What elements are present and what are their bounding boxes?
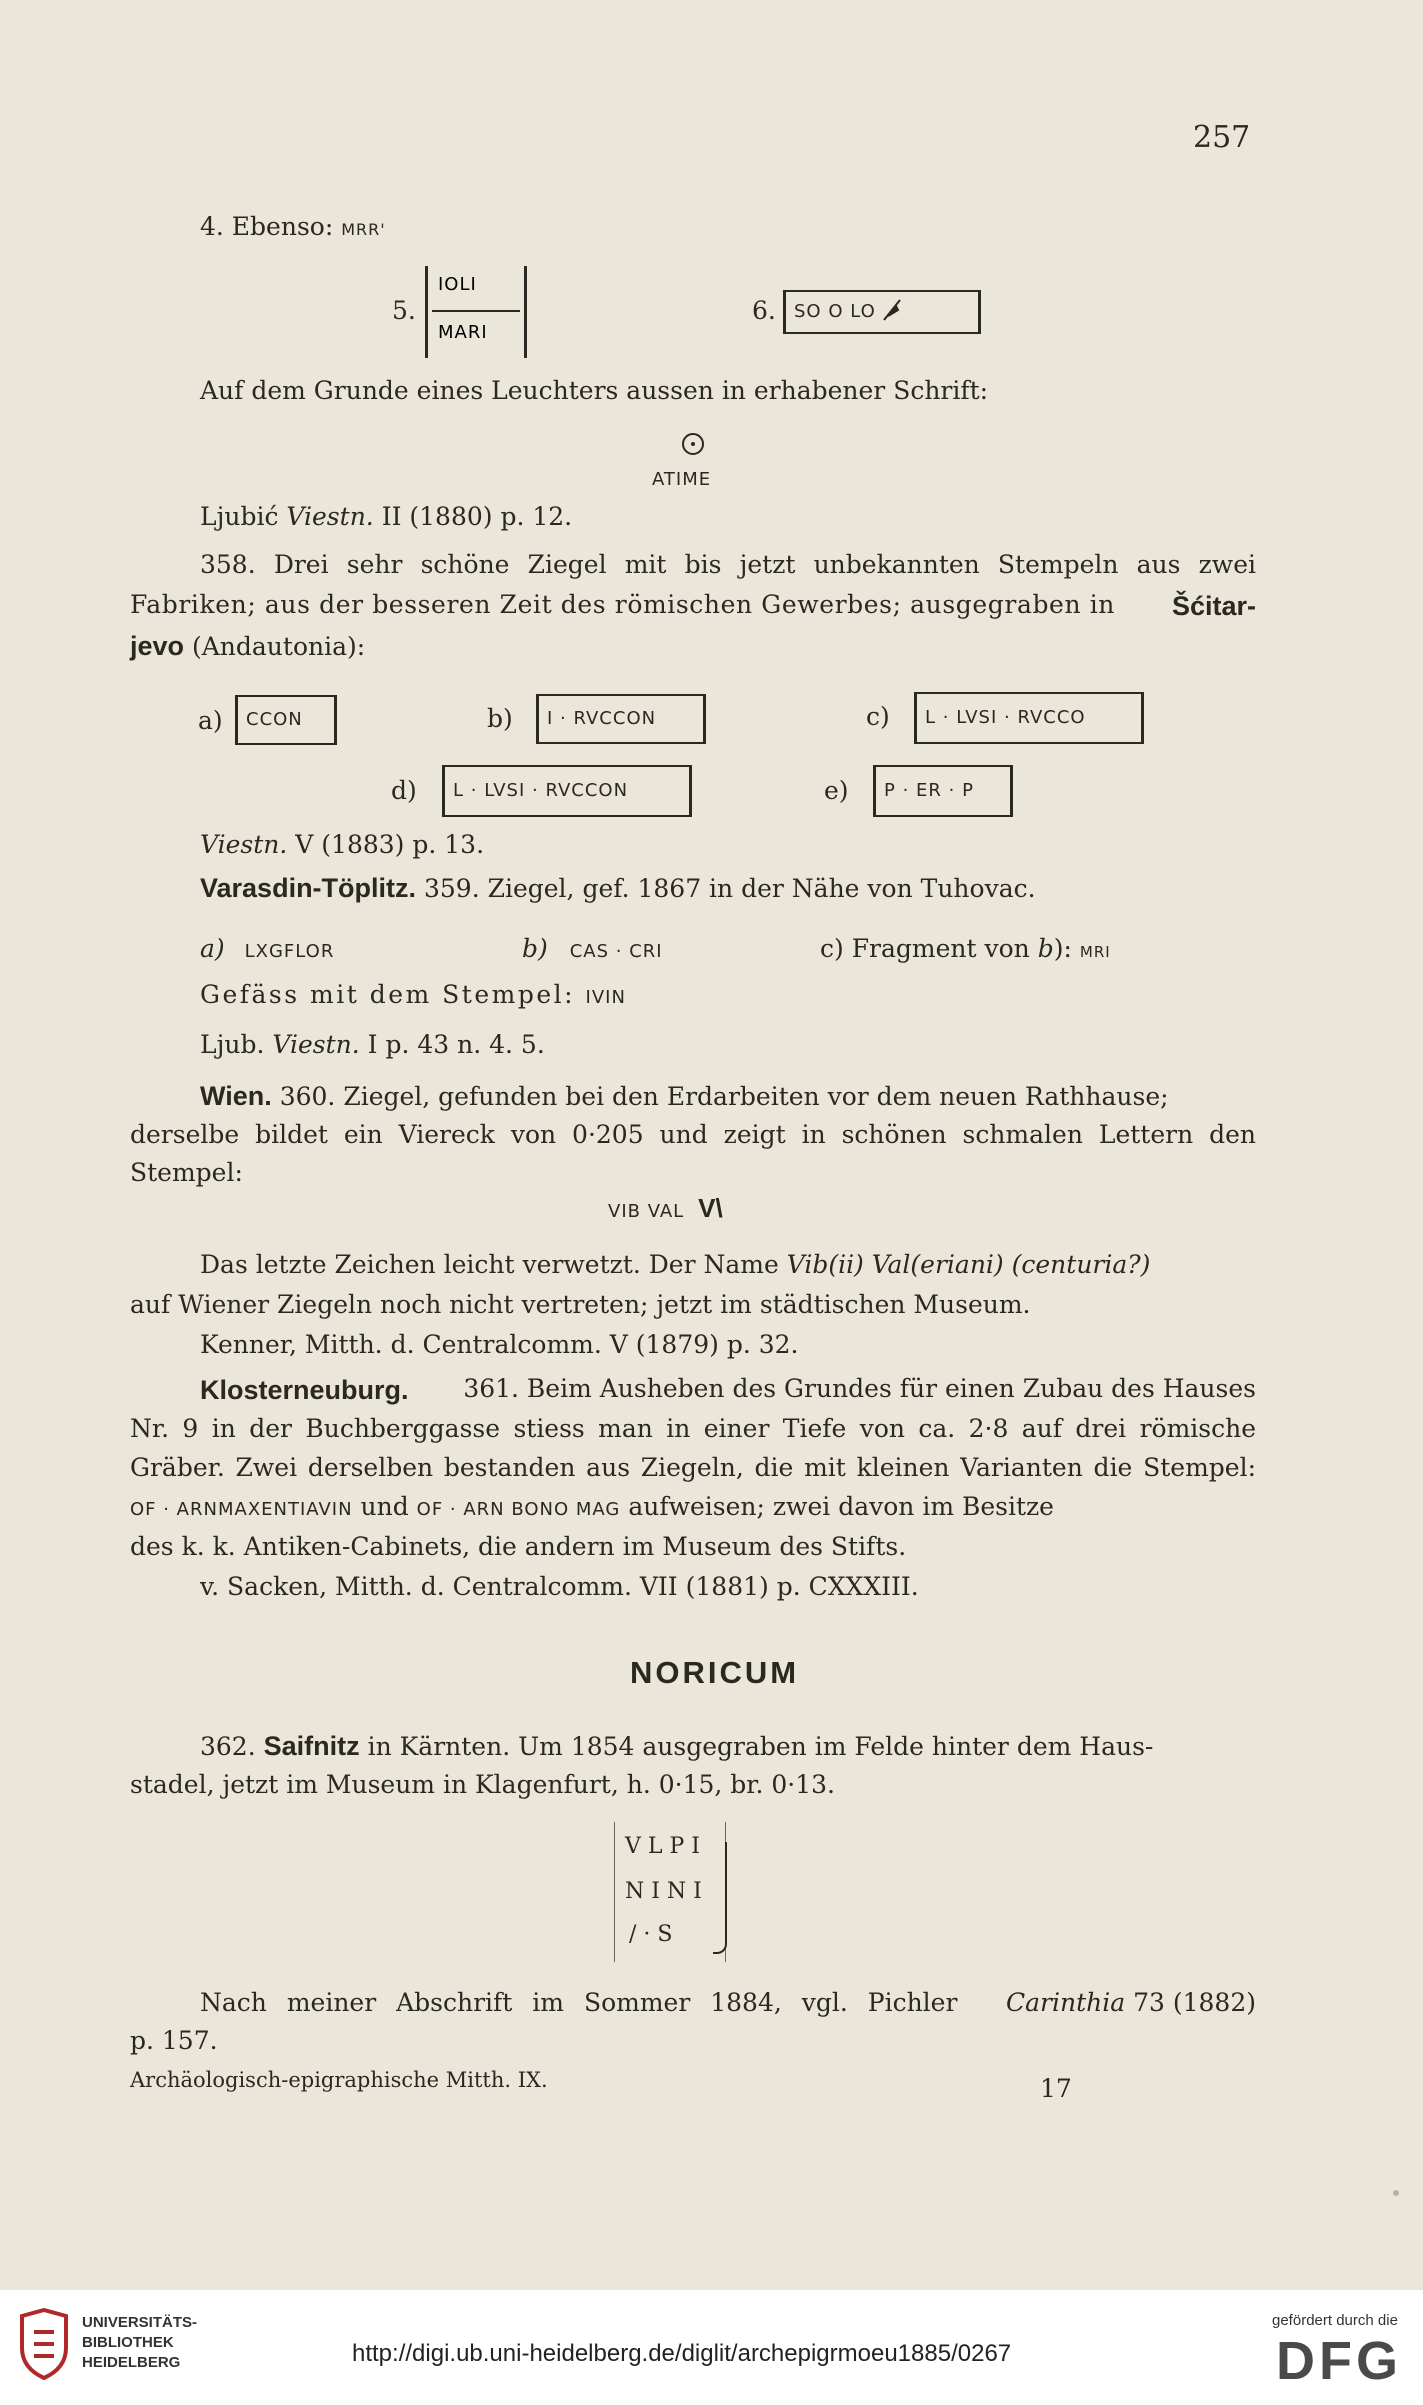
circle-mark-icon <box>682 433 704 455</box>
library-name-2: BIBLIOTHEK <box>82 2334 174 2351</box>
stamp-d: L · LVSI · RVCCON <box>442 765 692 817</box>
stamp-5-divider <box>432 310 520 312</box>
stamp-6 <box>783 290 981 334</box>
stamp-a: CCON <box>235 695 337 745</box>
p360-line-1: Wien. 360. Ziegel, gefunden bei den Erdarbeiten vor dem neuen Rathhause; <box>200 1081 1169 1111</box>
nach-line-1: Nach meiner Abschrift im Sommer 1884, vgl. Pichler Carinthia 73 (1882) <box>200 1988 1256 2017</box>
dfg-caption: gefördert durch die <box>1272 2312 1398 2329</box>
p361-line-4: OF · ARNMAXENTIAVIN und OF · ARN BONO MAG aufweisen; zwei davon im Besitze <box>130 1492 1054 1521</box>
stamp-c-label: c) <box>866 702 890 731</box>
p361-line-3: Gräber. Zwei derselben bestanden aus Ziegeln, die mit kleinen Varianten die Stempel: <box>130 1453 1256 1482</box>
p362-line-1: 362. Saifnitz in Kärnten. Um 1854 ausgegraben im Felde hinter dem Haus- <box>200 1731 1154 1761</box>
stamp-e-label: e) <box>824 776 849 805</box>
stamp-5-top: IOLI <box>438 274 477 295</box>
gefass-line: Gefäss mit dem Stempel: IVIN <box>200 980 626 1009</box>
p360-stamp: VIB VAL V\ <box>608 1193 723 1223</box>
p359-line: Varasdin-Töplitz. 359. Ziegel, gef. 1867 in der Nähe von Tuhovac. <box>200 873 1036 903</box>
p360b-line-1: Das letzte Zeichen leicht verwetzt. Der Name Vib(ii) Val(eriani) (centuria?) <box>200 1250 1151 1279</box>
stamp-b-label: b) <box>487 704 513 733</box>
p360-line-2: derselbe bildet ein Viereck von 0·205 und zeigt in schönen schmalen Lettern den <box>130 1120 1256 1149</box>
journal-footer: Archäologisch-epigraphische Mitth. IX. <box>130 2068 548 2092</box>
p360-line-3: Stempel: <box>130 1158 243 1187</box>
p358-line-2: Fabriken; aus der besseren Zeit des römischen Gewerbes; ausgegraben in Šćitar- <box>130 590 1256 621</box>
inscription-line-3: / · S <box>629 1922 673 1947</box>
noricum-heading: NORICUM <box>630 1655 800 1690</box>
p358-line-1: 358. Drei sehr schöne Ziegel mit bis jetzt unbekannten Stempeln aus zwei <box>200 550 1256 579</box>
p358-line-3: jevo (Andautonia): <box>130 631 366 661</box>
viestn-1883-reference: Viestn. V (1883) p. 13. <box>200 830 485 859</box>
signature-number: 17 <box>1040 2074 1072 2103</box>
item-4-text: 4. Ebenso: <box>200 212 342 241</box>
library-name-3: HEIDELBERG <box>82 2354 181 2371</box>
p360b-line-3: Kenner, Mitth. d. Centralcomm. V (1879) p. 32. <box>200 1330 799 1359</box>
stamp-a-label: a) <box>198 706 223 735</box>
scan-speck <box>1393 2190 1399 2196</box>
p359-variant-c: c) Fragment von b): MRI <box>820 934 1111 963</box>
stamp-5-bottom: MARI <box>438 322 488 343</box>
stamp-b: I · RVCCON <box>536 694 706 744</box>
item-4-stamp: MRR' <box>341 220 386 239</box>
dfg-logo: DFG <box>1276 2331 1402 2391</box>
stamp-c: L · LVSI · RVCCO <box>914 692 1144 744</box>
p361-line-5: des k. k. Antiken-Cabinets, die andern im Museum des Stifts. <box>130 1532 907 1561</box>
leaf-icon <box>882 298 902 326</box>
inscription-border-icon <box>713 1842 727 1954</box>
p361-line-6: v. Sacken, Mitth. d. Centralcomm. VII (1881) p. CXXXIII. <box>200 1572 919 1601</box>
p361-line-2: Nr. 9 in der Buchberggasse stiess man in einer Tiefe von ca. 2·8 auf drei römische <box>130 1414 1256 1443</box>
library-seal-icon <box>18 2308 70 2380</box>
p360b-line-2: auf Wiener Ziegeln noch nicht vertreten; jetzt im städtischen Museum. <box>130 1290 1031 1319</box>
atime-stamp: ATIME <box>652 469 712 490</box>
item-6-number: 6. <box>752 296 776 325</box>
library-name-1: UNIVERSITÄTS- <box>82 2314 198 2331</box>
ljub-reference: Ljub. Viestn. I p. 43 n. 4. 5. <box>200 1030 545 1059</box>
nach-line-2: p. 157. <box>130 2026 218 2055</box>
inscription-line-2: N I N I <box>625 1879 702 1904</box>
stamp-d-label: d) <box>391 776 417 805</box>
stamp-6-text: SO O LO <box>794 301 876 322</box>
item-5-number: 5. <box>392 296 416 325</box>
digitization-footer <box>0 2290 1423 2405</box>
item-4-line <box>200 212 386 242</box>
page-number: 257 <box>1193 120 1251 155</box>
inscription-line-1: V L P I <box>625 1834 700 1859</box>
permalink-url[interactable]: http://digi.ub.uni-heidelberg.de/diglit/archepigrmoeu1885/0267 <box>352 2340 1012 2367</box>
inscription-stone <box>614 1822 726 1962</box>
stamp-e: P · ER · P <box>873 765 1013 817</box>
leuchter-line: Auf dem Grunde eines Leuchters aussen in erhabener Schrift: <box>200 376 989 405</box>
ljubic-reference: Ljubić Viestn. II (1880) p. 12. <box>200 502 573 531</box>
p362-line-2: stadel, jetzt im Museum in Klagenfurt, h. 0·15, br. 0·13. <box>130 1770 835 1799</box>
p359-variant-b: b) CAS · CRI <box>522 934 663 963</box>
stamp-5-box <box>425 266 527 358</box>
p361-line-1: Klosterneuburg. 361. Beim Ausheben des Grundes für einen Zubau des Hauses <box>200 1374 1256 1405</box>
p359-variants: a) LXGFLOR <box>200 934 335 963</box>
